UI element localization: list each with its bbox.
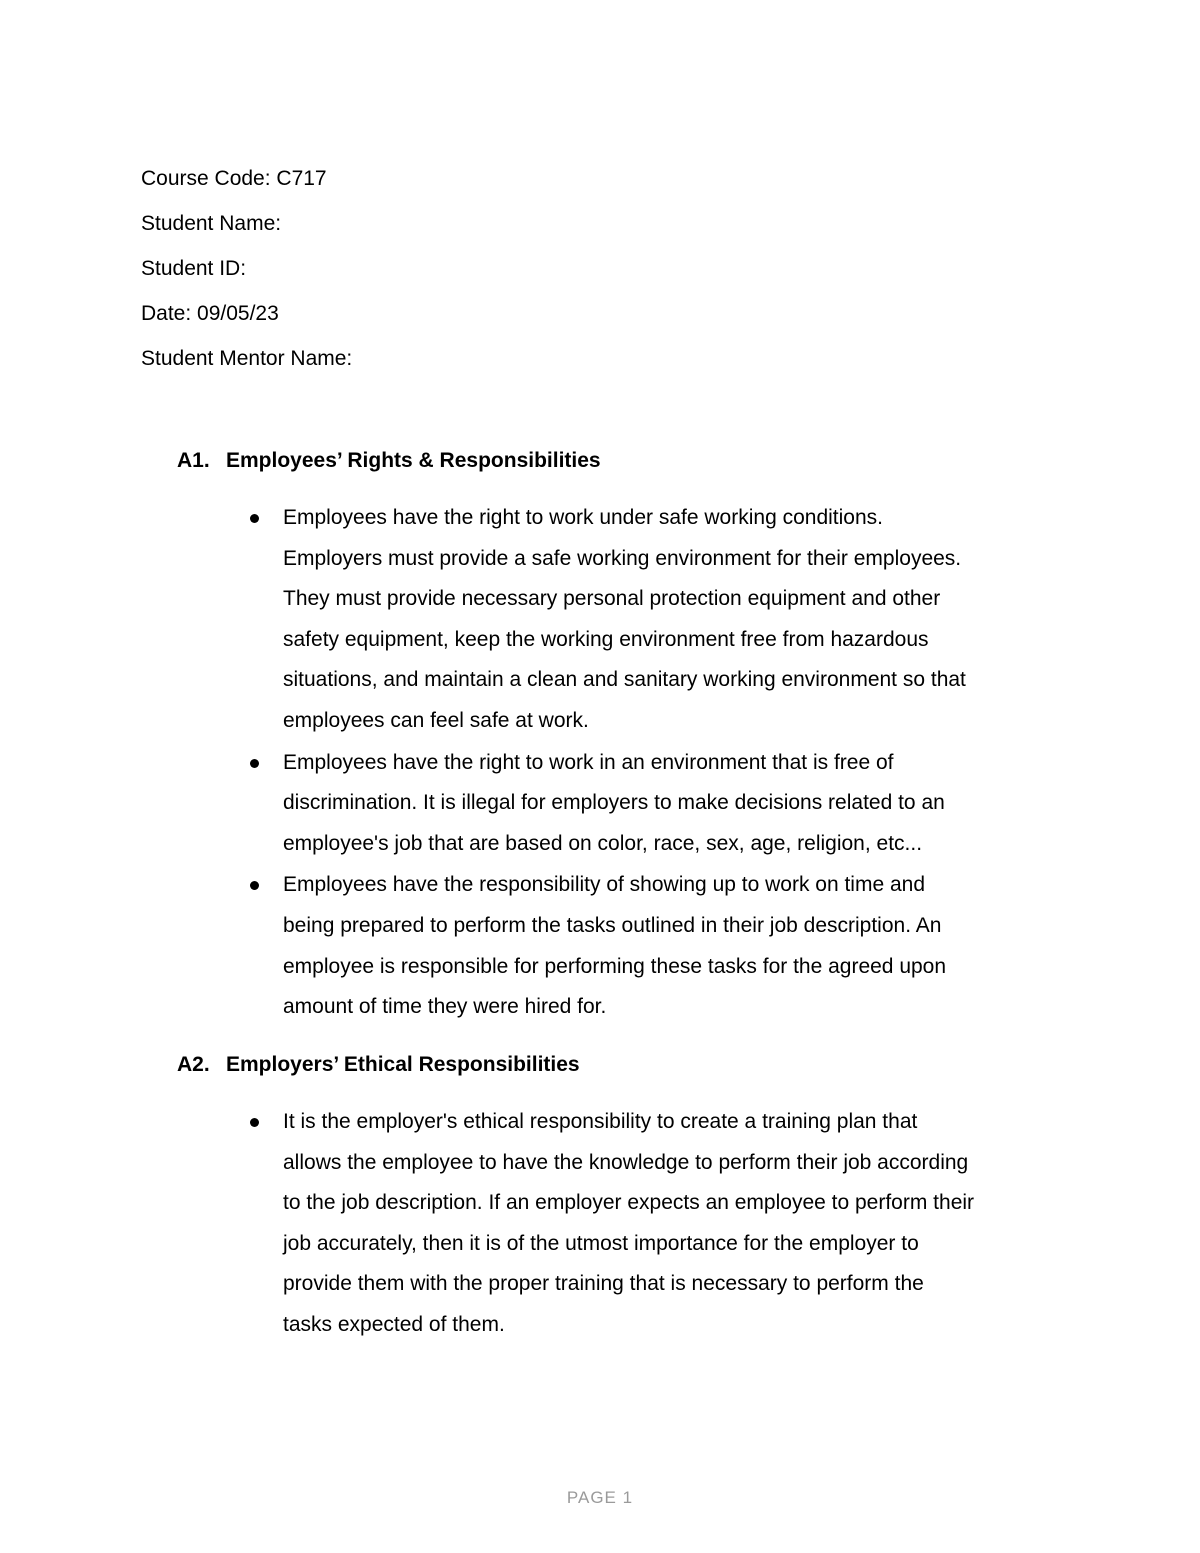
text-line: being prepared to perform the tasks outlined in their job description. An: [283, 913, 942, 937]
bullet-icon: [250, 759, 259, 768]
student-id: Student ID:: [141, 257, 247, 280]
text-line: discrimination. It is illegal for employers to make decisions related to an: [283, 791, 945, 815]
text-line: Employees have the right to work in an environment that is free of: [283, 750, 894, 774]
student-name: Student Name:: [141, 212, 282, 235]
bullet-icon: [250, 1118, 259, 1127]
text-line: employees can feel safe at work.: [283, 708, 589, 732]
section-a1-list: [244, 498, 1074, 1029]
student-mentor-name: Student Mentor Name:: [141, 347, 353, 370]
section-a2-heading: [177, 1052, 580, 1078]
text-line: provide them with the proper training that is necessary to perform the: [283, 1272, 924, 1296]
text-line: allows the employee to have the knowledge to perform their job according: [283, 1150, 969, 1174]
text-line: employee's job that are based on color, race, sex, age, religion, etc...: [283, 831, 923, 855]
course-code: Course Code: C717: [141, 167, 327, 190]
bullet-icon: [250, 881, 259, 890]
text-line: Employees have the responsibility of showing up to work on time and: [283, 873, 926, 897]
list-item: [244, 743, 1074, 865]
text-line: to the job description. If an employer expects an employee to perform their: [283, 1191, 975, 1215]
list-item: [244, 498, 1074, 742]
text-line: Employers must provide a safe working environment for their employees.: [283, 546, 962, 570]
section-a1-title: Employees’ Rights & Responsibilities: [226, 449, 601, 472]
section-a2-number: A2.: [177, 1053, 210, 1076]
text-line: tasks expected of them.: [283, 1312, 505, 1336]
text-line: employee is responsible for performing these tasks for the agreed upon: [283, 954, 947, 978]
text-line: situations, and maintain a clean and sanitary working environment so that: [283, 668, 966, 692]
student-info-block: [141, 166, 1041, 391]
list-item: [244, 865, 1074, 1027]
date: Date: 09/05/23: [141, 302, 279, 325]
text-line: safety equipment, keep the working environment free from hazardous: [283, 627, 929, 651]
bullet-icon: [250, 514, 259, 523]
section-a1-number: A1.: [177, 449, 210, 472]
section-a1-heading: [177, 448, 601, 474]
text-line: amount of time they were hired for.: [283, 995, 607, 1019]
section-a2-list: [244, 1102, 1074, 1347]
text-line: Employees have the right to work under safe working conditions.: [283, 506, 883, 529]
text-line: job accurately, then it is of the utmost importance for the employer to: [283, 1231, 919, 1255]
text-line: It is the employer's ethical responsibility to create a training plan that: [283, 1110, 918, 1133]
section-a2-title: Employers’ Ethical Responsibilities: [226, 1053, 580, 1076]
list-item: [244, 1102, 1074, 1346]
text-line: They must provide necessary personal protection equipment and other: [283, 587, 941, 611]
page-number: PAGE 1: [566, 1488, 634, 1507]
